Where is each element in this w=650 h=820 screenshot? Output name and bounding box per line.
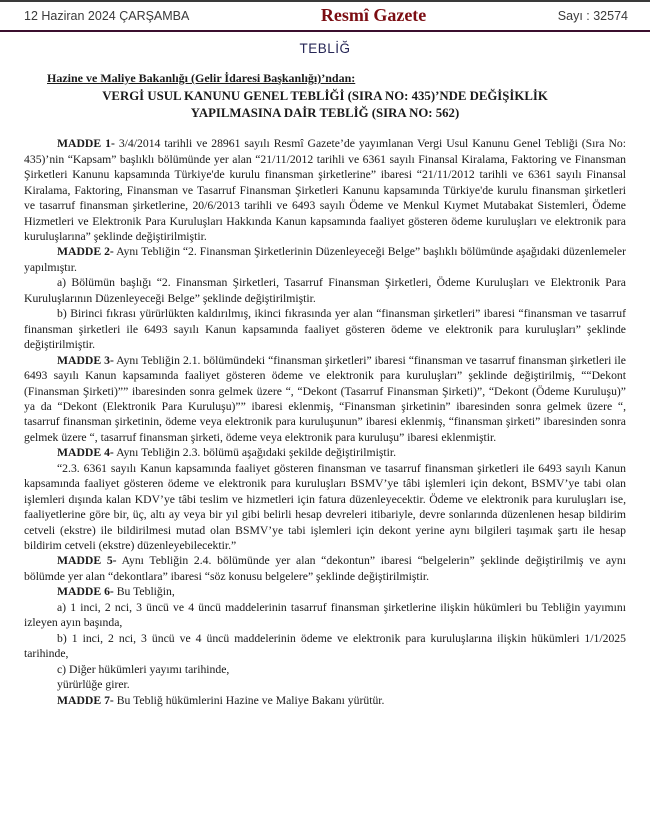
article-number: MADDE 6- xyxy=(57,585,114,599)
paragraph: MADDE 3- Aynı Tebliğin 2.1. bölümündeki “finansman şirketleri” ibaresi “finansman ve tasarruf finansman şirketleri ile 6493 sayılı Kanun kapsamında faaliyet gösteren ödeme ve elektronik para kuruluşları” şeklinde değiştirilmiş, ““Dekont (Finansman Şirketi)”” ibaresinden sonra gelmek üzere “, “Dekont (Tasarruf Finansman Şirketi)”, “Dekont (Ödeme Kuruluşu)” ya da “Dekont (Elektronik Para Kuruluşu)”” ibaresi eklenmiş, “Finansman şirketinin” ibaresinden sonra gelmek üzere “, tasarruf finansman şirketinin, ödeme veya elektronik para kuruluşunun” ibaresi eklenmiş, “finansman şirketi” ibaresinden sonra gelmek üzere “, tasarruf finansman şirketi, ödeme veya elektronik para kuruluşu” ibaresi eklenmiştir. xyxy=(24,353,626,444)
article-number: MADDE 3- xyxy=(57,353,114,367)
paragraph: MADDE 7- Bu Tebliğ hükümlerini Hazine ve Maliye Bakanı yürütür. xyxy=(57,693,385,707)
paragraph: MADDE 4- Aynı Tebliğin 2.3. bölümü aşağıdaki şekilde değiştirilmiştir. xyxy=(57,446,397,460)
paragraph: b) Birinci fıkrası yürürlükten kaldırılmış, ikinci fıkrasında yer alan “finansman şirketleri” ibaresi “finansman ve tasarruf finansman şirketleri ile 6493 sayılı Kanun kapsamında faaliyet gösteren ödeme ve elektronik para kuruluşları” şeklinde değiştirilmiştir. xyxy=(24,307,626,352)
gazette-issue-number: Sayı : 32574 xyxy=(557,8,628,23)
paragraph: MADDE 6- Bu Tebliğin, xyxy=(57,585,175,599)
section-heading: TEBLİĞ xyxy=(299,41,351,56)
paragraph: c) Diğer hükümleri yayımı tarihinde, xyxy=(57,662,230,676)
document-title-line-2: YAPILMASINA DAİR TEBLİĞ (SIRA NO: 562) xyxy=(190,105,460,120)
document-title xyxy=(40,88,610,121)
article-number: MADDE 5- xyxy=(57,554,117,568)
paragraph: a) Bölümün başlığı “2. Finansman Şirketleri, Tasarruf Finansman Şirketleri, Ödeme Kuruluşları ve Elektronik Para Kuruluşlarının Düzenleyeceği Belge” şeklinde değiştirilmiştir. xyxy=(24,276,626,305)
article-number: MADDE 1- xyxy=(57,137,115,151)
gazette-date: 12 Haziran 2024 ÇARŞAMBA xyxy=(24,8,190,23)
paragraph: yürürlüğe girer. xyxy=(57,678,130,692)
paragraph: “2.3. 6361 sayılı Kanun kapsamında faaliyet gösteren finansman ve tasarruf finansman şirketleri ile 6493 sayılı Kanun kapsamında faaliyet gösteren ödeme ve elektronik para kuruluşları BSMV’ye tâbi işlemleri için dekont, BSMV’ye tabi olan işlemleri dışında kalan KDV’ye tâbi teslim ve hizmetleri için fatura düzenleyecektir. Ödeme ve elektronik para kuruluşları ise, faaliyetlerine göre bir, üç, altı ay veya bir yıl gibi belirli hesap devreleri itibariyle, devre sonlarında düzenlenen hesap bildirim cetveli (ekstre) ile bildirilmesi mutad olan BSMV’ye tabi işlemleri için dekont yerine aynı bilgileri taşımak şartı ile hesap bildirim cetveli (ekstre) düzenleyebilecektir.” xyxy=(24,461,626,553)
article-number: MADDE 4- xyxy=(57,446,114,460)
document-title-line-1: VERGİ USUL KANUNU GENEL TEBLİĞİ (SIRA NO: 435)’NDE DEĞİŞİKLİK xyxy=(102,89,548,103)
paragraph: a) 1 inci, 2 nci, 3 üncü ve 4 üncü maddelerinin tasarruf finansman şirketlerine ilişkin hükümleri bu Tebliğin yayımını izleyen ayın başında, xyxy=(24,600,626,630)
document-body xyxy=(24,136,626,708)
issuer-line: Hazine ve Maliye Bakanlığı (Gelir İdaresi Başkanlığı)’ndan: xyxy=(47,71,356,85)
paragraph: b) 1 inci, 2 nci, 3 üncü ve 4 üncü maddelerinin ödeme ve elektronik para kuruluşlarına ilişkin hükümleri 1/1/2025 tarihinde, xyxy=(24,631,626,661)
paragraph: MADDE 2- Aynı Tebliğin “2. Finansman Şirketlerinin Düzenleyeceği Belge” başlıklı bölümünde aşağıdaki düzenlemeler yapılmıştır. xyxy=(24,245,626,274)
gazette-masthead: Resmî Gazete xyxy=(320,5,427,25)
paragraph: MADDE 1- 3/4/2014 tarihli ve 28961 sayılı Resmî Gazete’de yayımlanan Vergi Usul Kanunu Genel Tebliği (Sıra No: 435)’nin “Kapsam” başlıklı bölümünde yer alan “21/11/2012 tarihli ve 6361 sayılı Finansal Kiralama, Faktoring ve Finansman Şirketleri Kanunu kapsamında Türkiye'de kurulu finansman şirketlerine” ibaresi “21/11/2012 tarihli ve 6361 sayılı Finansal Kiralama, Faktoring, Finansman ve Tasarruf Finansman Şirketleri Kanunu kapsamında Türkiye'de kurulu finansman şirketleri ve tasarruf finansman şirketlerine, 20/6/2013 tarihli ve 6493 sayılı Ödeme ve Menkul Kıymet Mutabakat Sistemleri, Ödeme Hizmetleri ve Elektronik Para Kuruluşları Hakkında Kanun kapsamında faaliyet gösteren ödeme kuruluşları ve elektronik para kuruluşlarına” şeklinde değiştirilmiştir. xyxy=(24,137,626,243)
article-number: MADDE 7- xyxy=(57,693,114,707)
gazette-header xyxy=(0,2,650,32)
paragraph: MADDE 5- Aynı Tebliğin 2.4. bölümünde yer alan “dekontun” ibaresi “belgelerin” şeklinde değiştirilmiş ve aynı bölümde yer alan “dekontlara” ibaresi “söz konusu belgelere” şeklinde değiştirilmiştir. xyxy=(24,554,626,583)
article-number: MADDE 2- xyxy=(57,245,114,259)
